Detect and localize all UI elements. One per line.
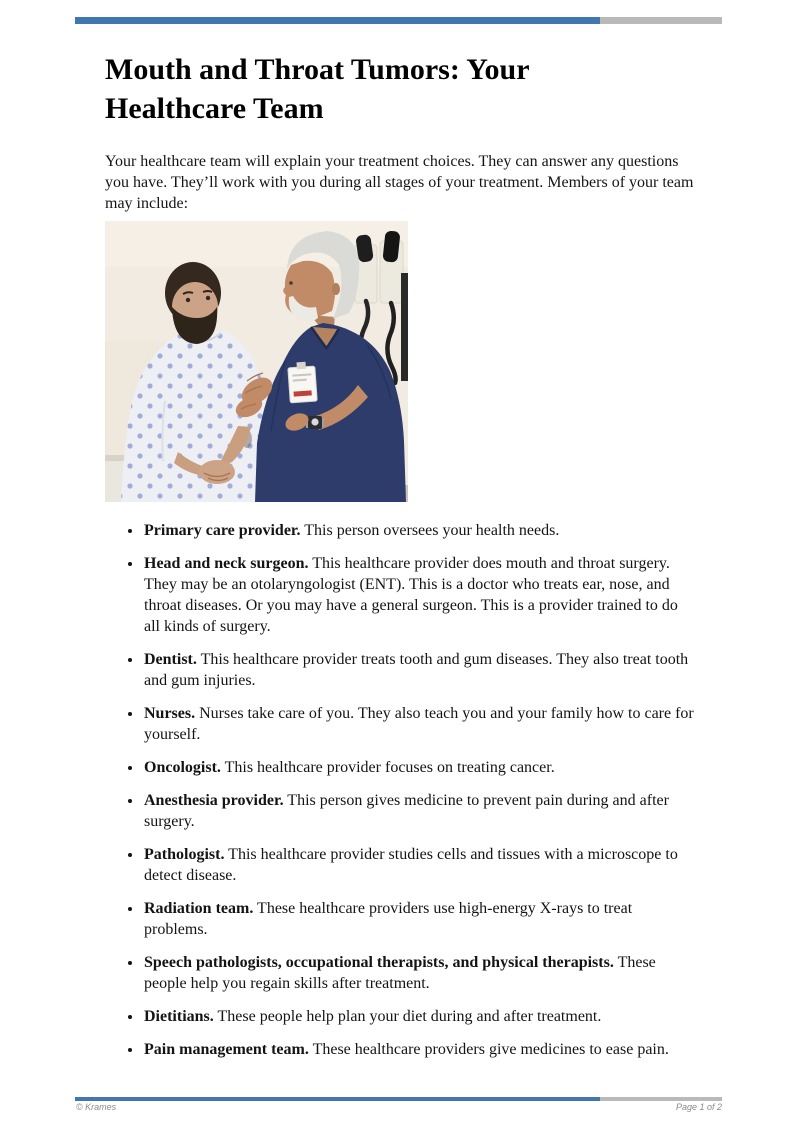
list-item — [143, 649, 697, 691]
team-member-desc: Nurses take care of you. They also teach you and your family how to care for yourself. — [144, 705, 694, 743]
list-item — [143, 520, 697, 541]
list-item — [143, 952, 697, 994]
team-member-desc: This person oversees your health needs. — [304, 522, 560, 539]
team-member-term: Dietitians. — [144, 1008, 214, 1025]
document-content — [105, 0, 697, 1060]
list-item — [143, 844, 697, 886]
page-number: Page 1 of 2 — [675, 1102, 722, 1112]
exam-room-photo-illustration — [105, 221, 408, 502]
footer-accent-bar-gray — [600, 1097, 722, 1101]
team-member-desc: These healthcare providers give medicines to ease pain. — [312, 1041, 669, 1058]
list-item — [143, 757, 697, 778]
team-member-term: Head and neck surgeon. — [144, 555, 309, 572]
footer — [76, 1102, 722, 1112]
list-item — [143, 1006, 697, 1027]
team-member-desc: This healthcare provider does mouth and throat surgery. They may be an otolaryngologist (ENT). This is a doctor who treats ear, nose, and throat diseases. Or you may have a general surgeon. This is a provider trained to do all kinds of surgery. — [144, 555, 678, 635]
team-member-desc: This healthcare provider focuses on treating cancer. — [224, 759, 555, 776]
team-member-desc: These people help plan your diet during and after treatment. — [217, 1008, 602, 1025]
footer-accent-bar-blue — [75, 1097, 600, 1101]
page-title: Mouth and Throat Tumors: Your Healthcare Team — [105, 53, 530, 125]
team-member-term: Oncologist. — [144, 759, 221, 776]
team-member-desc: These people help you regain skills after treatment. — [144, 954, 656, 992]
team-member-term: Pathologist. — [144, 846, 225, 863]
intro-paragraph: Your healthcare team will explain your treatment choices. They can answer any questions you have. They’ll work with you during all stages of your treatment. Members of your team may include: — [105, 153, 694, 212]
copyright-text: © Krames — [76, 1102, 117, 1112]
list-item — [143, 898, 697, 940]
id-badge — [287, 361, 317, 403]
team-member-term: Pain management team. — [144, 1041, 309, 1058]
list-item — [143, 1039, 697, 1060]
team-member-term: Dentist. — [144, 651, 197, 668]
list-item — [143, 553, 697, 637]
exam-room-photo — [105, 221, 408, 502]
team-member-term: Nurses. — [144, 705, 196, 722]
wrist-watch — [306, 416, 324, 429]
team-member-term: Speech pathologists, occupational therapists, and physical therapists. — [144, 954, 614, 971]
team-member-list — [105, 520, 697, 1060]
team-member-term: Primary care provider. — [144, 522, 301, 539]
team-member-desc: This healthcare provider studies cells and tissues with a microscope to detect disease. — [144, 846, 678, 884]
list-item — [143, 703, 697, 745]
team-member-desc: This healthcare provider treats tooth and gum diseases. They also treat tooth and gum injuries. — [144, 651, 689, 689]
team-member-term: Radiation team. — [144, 900, 254, 917]
team-member-desc: This person gives medicine to prevent pain during and after surgery. — [144, 792, 669, 830]
team-member-term: Anesthesia provider. — [144, 792, 284, 809]
team-member-desc: These healthcare providers use high-energy X-rays to treat problems. — [144, 900, 633, 938]
footer-accent-bar — [75, 1097, 722, 1101]
list-item — [143, 790, 697, 832]
